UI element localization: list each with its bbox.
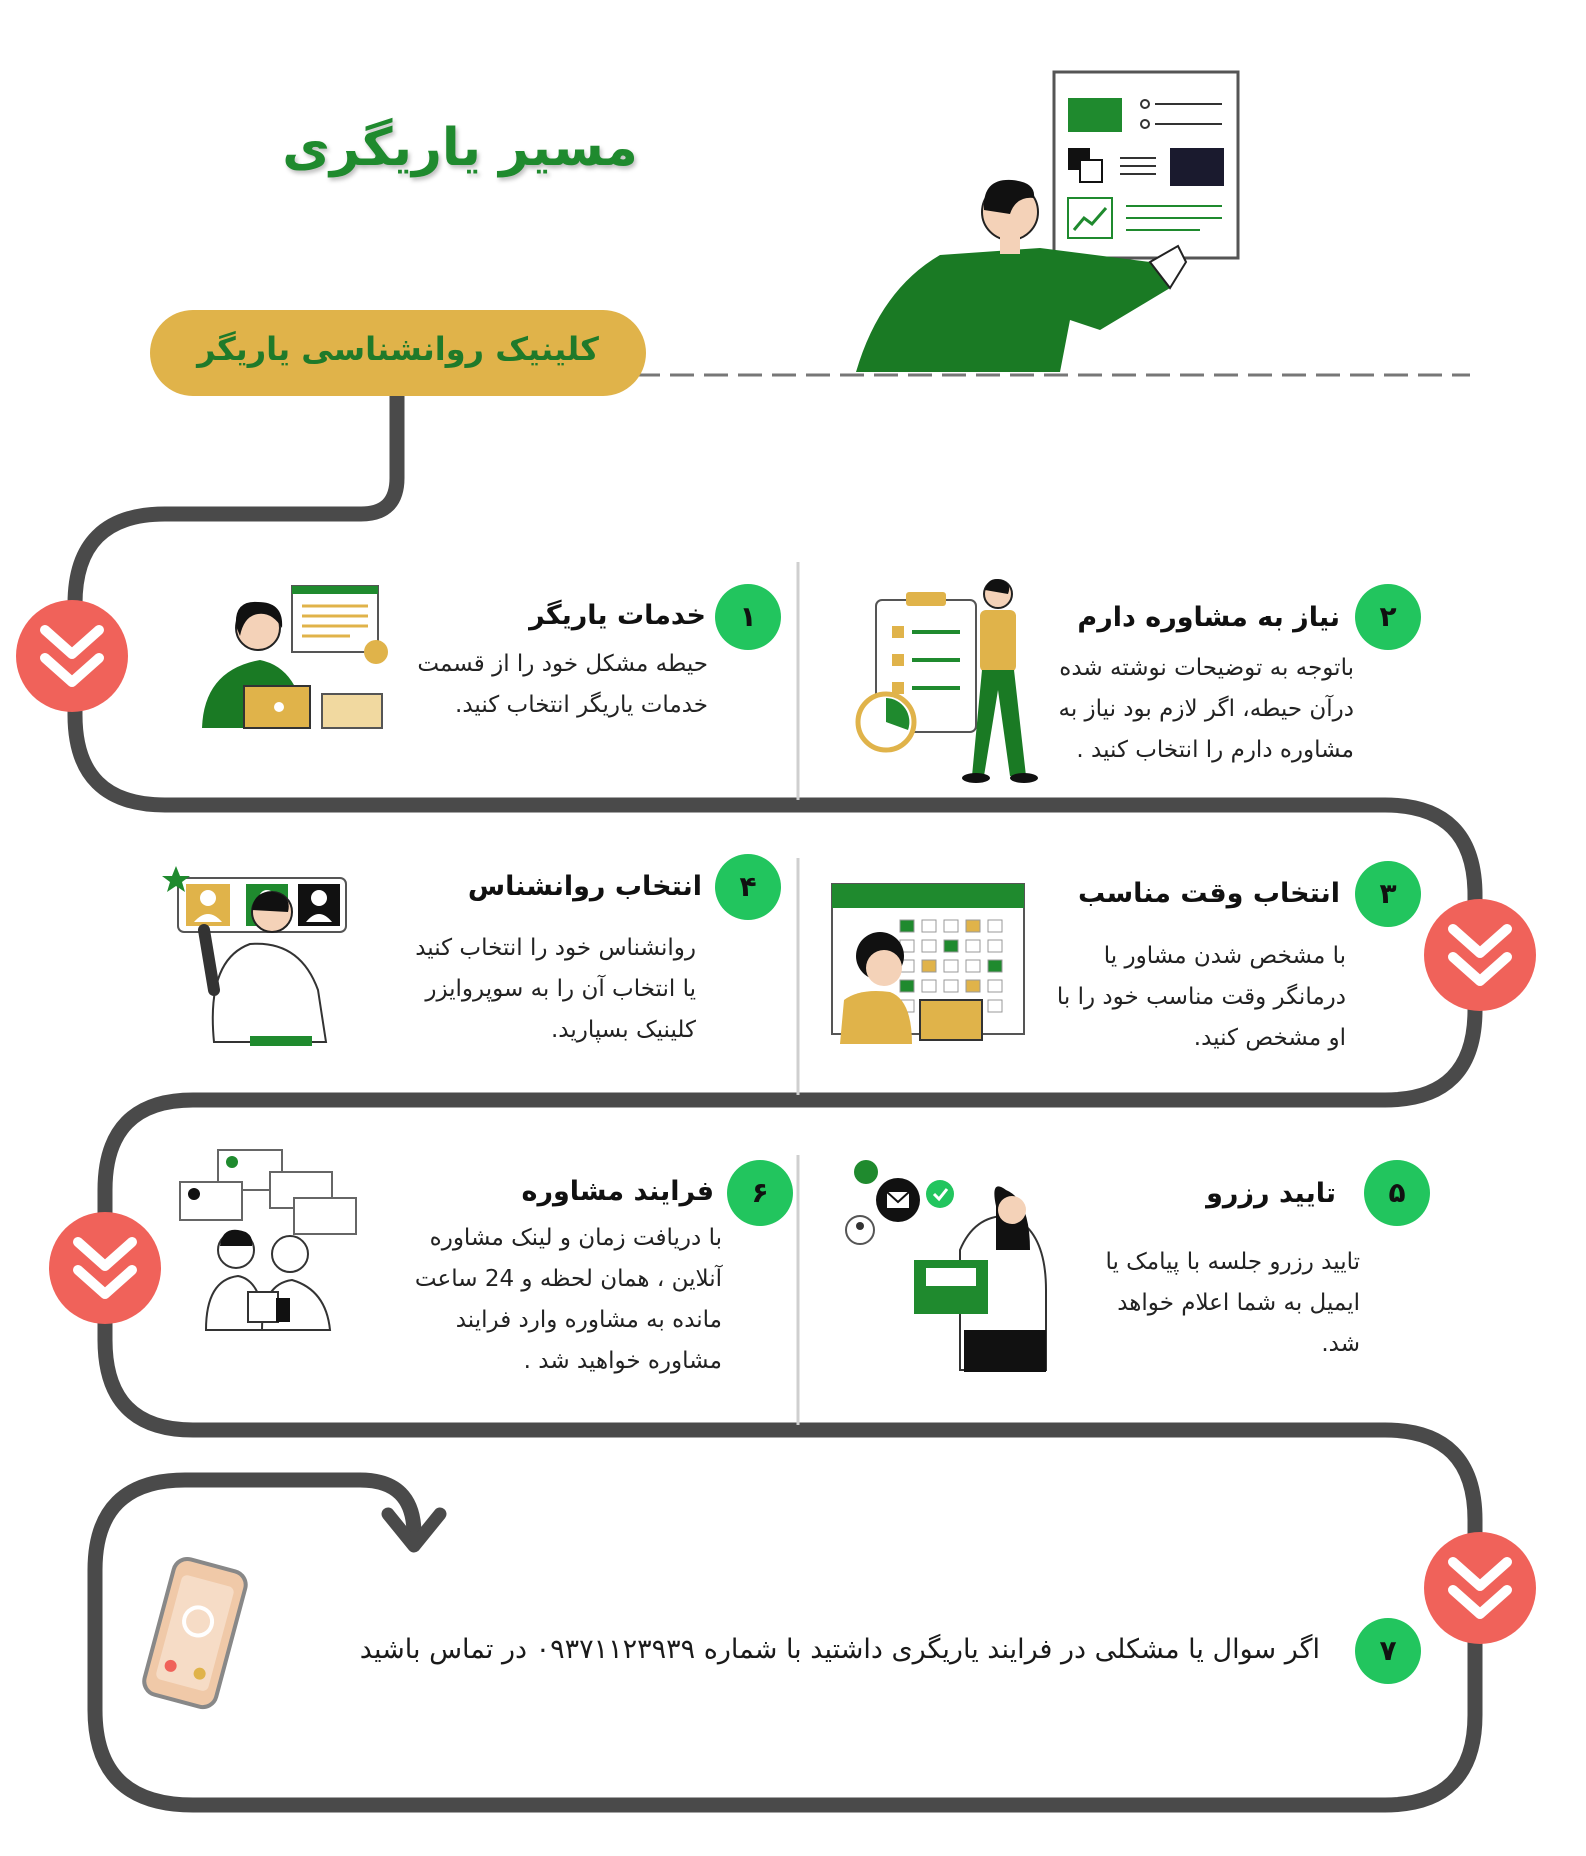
calendar-cell <box>944 980 958 992</box>
step-description: باتوجه به توضیحات نوشته شده درآن حیطه، اگر لازم بود نیاز به مشاوره دارم را انتخاب کنید . <box>1058 655 1354 763</box>
calendar-cell <box>922 940 936 952</box>
step-description: حیطه مشکل خود را از قسمت خدمات یاریگر انتخاب کنید. <box>417 651 708 718</box>
double-chevron-down-icon <box>1424 1532 1536 1644</box>
step-title: خدمات یاریگر <box>529 600 706 631</box>
calendar-cell <box>922 960 936 972</box>
phone-call-illustration <box>141 1556 249 1710</box>
step-number: ۶ <box>751 1176 769 1209</box>
step-title: انتخاب روانشناس <box>467 871 702 902</box>
step-number: ۷ <box>1379 1634 1397 1667</box>
step-number: ۳ <box>1379 877 1397 910</box>
step-description: با دریافت زمان و لینک مشاوره آنلاین ، همان لحظه و 24 ساعت مانده به مشاوره وارد فرایند مشاوره خواهید شد . <box>414 1225 722 1374</box>
calendar-cell <box>944 960 958 972</box>
woman-laptop-dashboard-illustration <box>202 586 388 728</box>
double-chevron-down-icon <box>16 600 128 712</box>
man-choosing-profile-illustration <box>162 866 346 1046</box>
step-description: با مشخص شدن مشاور یا درمانگر وقت مناسب خود را با او مشخص کنید. <box>1056 943 1346 1051</box>
step-description: روانشناس خود را انتخاب کنید یا انتخاب آن را به سوپروایزر کلینیک بسپارید. <box>415 935 696 1043</box>
step-title: فرایند مشاوره <box>521 1176 714 1207</box>
calendar-cell <box>944 940 958 952</box>
step-number: ۲ <box>1379 600 1397 633</box>
calendar-cell <box>966 920 980 932</box>
step-title: نیاز به مشاوره دارم <box>1077 602 1340 633</box>
presenter-board-illustration <box>856 72 1238 372</box>
step-number: ۵ <box>1388 1176 1406 1209</box>
step-description: تایید رزرو جلسه با پیامک یا ایمیل به شما اعلام خواهد شد. <box>1105 1249 1360 1357</box>
step-title: انتخاب وقت مناسب <box>1078 878 1340 909</box>
contact-message: اگر سوال یا مشکلی در فرایند یاریگری داشتید با شماره ۰۹۳۷۱۱۲۳۹۳۹ در تماس باشید <box>359 1634 1320 1665</box>
calendar-cell <box>900 980 914 992</box>
clinic-label: کلینیک روانشناسی یاریگر <box>197 330 599 368</box>
page-title: مسیر یاریگری <box>282 118 638 178</box>
step-number: ۴ <box>739 870 757 903</box>
double-chevron-down-icon <box>1424 899 1536 1011</box>
calendar-cell <box>944 920 958 932</box>
step-title: تایید رزرو <box>1206 1178 1336 1209</box>
double-chevron-down-icon <box>49 1212 161 1324</box>
calendar-cell <box>988 920 1002 932</box>
step-number: ۱ <box>739 600 757 633</box>
calendar-cell <box>900 920 914 932</box>
calendar-cell <box>922 920 936 932</box>
calendar-cell <box>922 980 936 992</box>
